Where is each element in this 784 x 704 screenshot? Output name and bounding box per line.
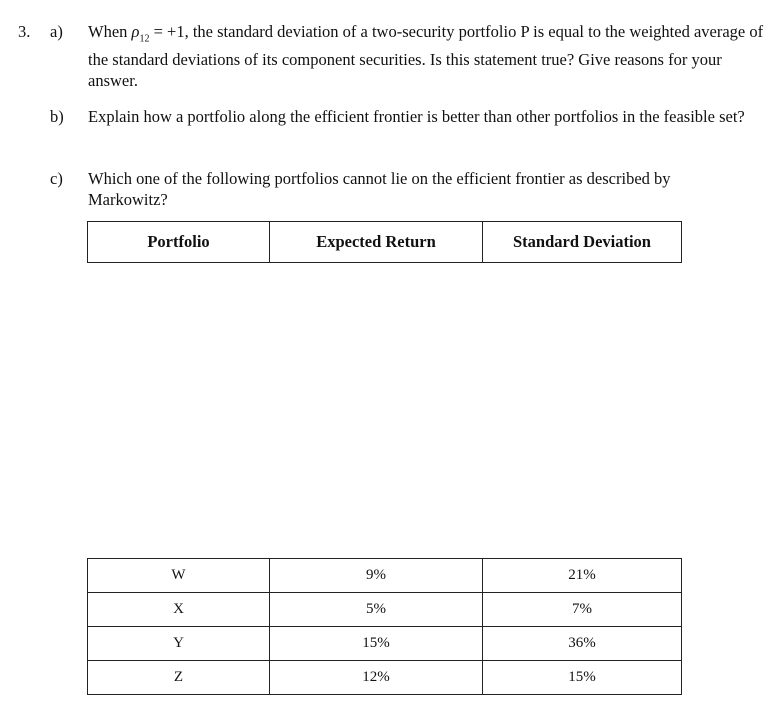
portfolio-table-body (87, 558, 682, 695)
part-c-text: Which one of the following portfolios cannot lie on the efficient frontier as described by Markowitz? (88, 169, 671, 209)
expected-return-cell: 9% (270, 559, 483, 593)
table-row (88, 559, 682, 593)
header-portfolio: Portfolio (88, 222, 270, 263)
standard-deviation-cell: 15% (483, 661, 682, 695)
standard-deviation-cell: 7% (483, 593, 682, 627)
header-row (88, 222, 682, 263)
part-c-label: c) (50, 169, 63, 188)
part-a-label: a) (50, 22, 63, 41)
table-row (88, 627, 682, 661)
expected-return-cell: 12% (270, 661, 483, 695)
question-number: 3. (18, 22, 31, 41)
expected-return-cell: 5% (270, 593, 483, 627)
part-b-text: Explain how a portfolio along the efficient frontier is better than other portfolios in the feasible set? (88, 107, 745, 126)
standard-deviation-cell: 36% (483, 627, 682, 661)
portfolio-cell: X (88, 593, 270, 627)
portfolio-cell: W (88, 559, 270, 593)
correlation-value: = +1 (149, 22, 185, 41)
part-b-label: b) (50, 107, 64, 126)
expected-return-cell: 15% (270, 627, 483, 661)
table-row (88, 593, 682, 627)
part-a-prefix: When (88, 22, 128, 41)
portfolio-cell: Y (88, 627, 270, 661)
part-a-text (88, 21, 768, 91)
table-row (88, 661, 682, 695)
portfolio-table-header (87, 221, 682, 263)
header-expected-return: Expected Return (270, 222, 483, 263)
header-standard-deviation: Standard Deviation (483, 222, 682, 263)
standard-deviation-cell: 21% (483, 559, 682, 593)
portfolio-cell: Z (88, 661, 270, 695)
correlation-symbol: $\rho_{12}$ (131, 22, 150, 45)
part-a-body: , the standard deviation of a two-security portfolio P is equal to the weighted average of the standard deviations of its component securities. Is this statement true? Give reasons for your answer. (88, 22, 764, 91)
